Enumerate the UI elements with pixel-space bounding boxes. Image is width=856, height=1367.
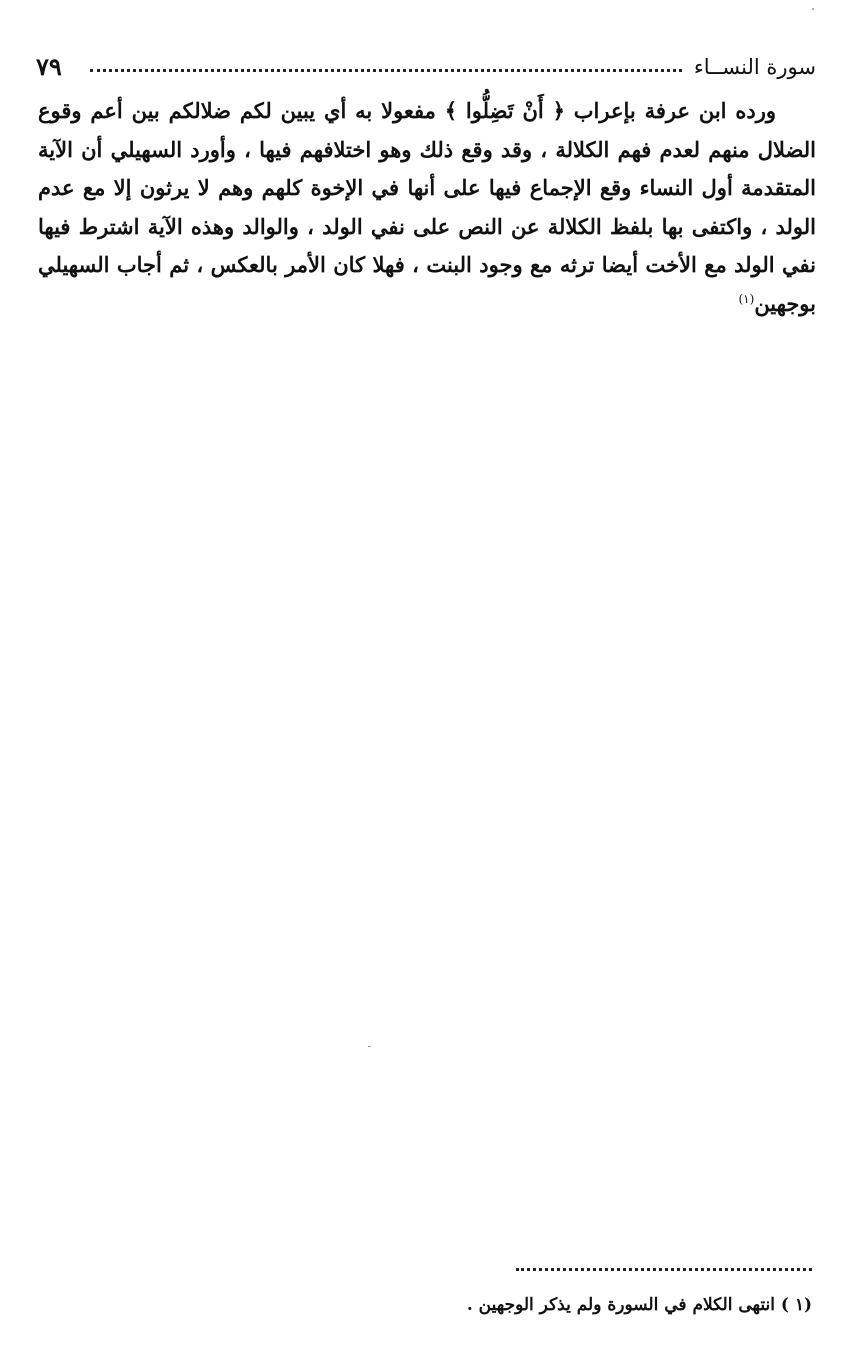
body-paragraph	[38, 92, 816, 323]
scan-speck	[812, 8, 814, 10]
header-dotted-leader	[90, 69, 682, 72]
footnote-marker: (١)	[738, 291, 755, 306]
surah-title: سورة النســاء	[693, 55, 816, 79]
paragraph-text: ورده ابن عرفة بإعراب ﴿ أَنْ تَضِلُّوا ﴾ مفعولا به أي يبين لكم ضلالكم بين أعم وقوع الضلال منهم لعدم فهم الكلالة ، وقد وقع ذلك وهو اختلافهم فيها ، وأورد السهيلي أن الآية المتقدمة أول النساء وقع الإجماع فيها على أنها في الإخوة كلهم وهم لا يرثون إلا مع عدم الولد ، واكتفى بها بلفظ الكلالة عن النص على نفي الولد ، والوالد وهذه الآية اشترط فيها نفي الولد مع الأخت أيضا ترثه مع وجود البنت ، فهلا كان الأمر بالعكس ، ثم أجاب السهيلي بوجهين	[38, 98, 816, 316]
body-text	[38, 92, 816, 323]
footnote-separator	[516, 1268, 812, 1271]
footnote-text: (١ ) انتهى الكلام في السورة ولم يذكر الوجهين .	[466, 1295, 812, 1315]
footnote	[52, 1290, 812, 1320]
page-number: ٧٩	[36, 52, 62, 81]
page-header	[36, 50, 816, 84]
scan-speck	[368, 1046, 371, 1047]
